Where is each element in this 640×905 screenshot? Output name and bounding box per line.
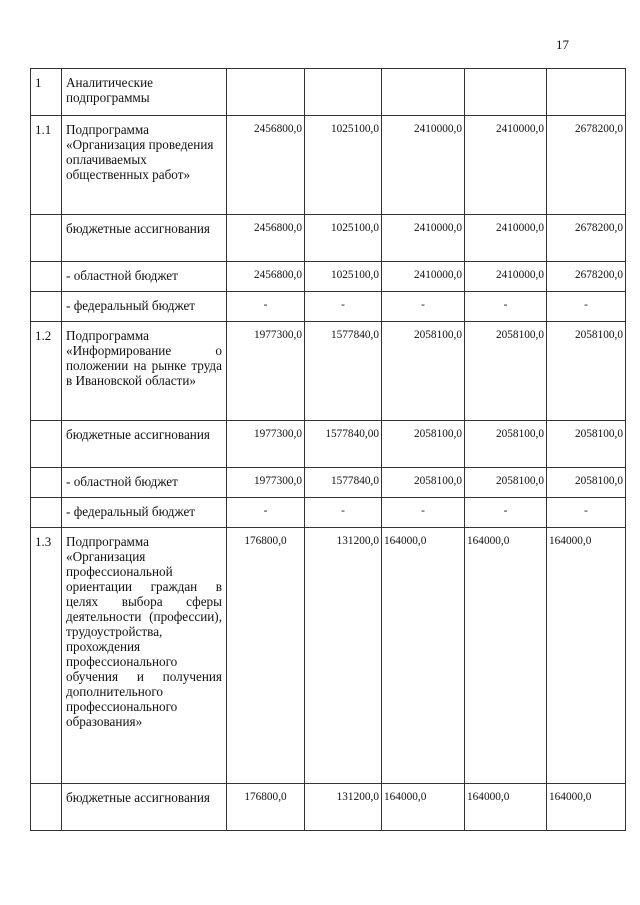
row-label: Подпрограмма «Организация проведения оплачиваемых общественных работ» (62, 116, 227, 215)
value-cell: 2058100,0 (547, 468, 626, 498)
value-cell: 2058100,0 (382, 421, 465, 468)
value-cell: 2410000,0 (382, 262, 465, 292)
value-cell: 2456800,0 (227, 262, 305, 292)
row-number (31, 215, 62, 262)
row-number (31, 262, 62, 292)
value-cell (305, 69, 382, 116)
value-cell: 131200,0 (305, 528, 382, 784)
value-cell: - (305, 498, 382, 528)
page-number: 17 (556, 37, 569, 52)
value-cell: 2058100,0 (382, 322, 465, 421)
value-cell: 2678200,0 (547, 215, 626, 262)
value-cell: 2058100,0 (547, 421, 626, 468)
value-cell: 2678200,0 (547, 116, 626, 215)
value-cell: - (547, 498, 626, 528)
value-cell: 2410000,0 (382, 116, 465, 215)
row-number (31, 421, 62, 468)
row-label: бюджетные ассигнования (62, 421, 227, 468)
value-cell: 164000,0 (465, 784, 547, 831)
row-label: - федеральный бюджет (62, 292, 227, 322)
value-cell: 164000,0 (547, 528, 626, 784)
table-row (31, 262, 626, 292)
row-number (31, 292, 62, 322)
value-cell: - (227, 292, 305, 322)
value-cell: 2410000,0 (382, 215, 465, 262)
row-label: - федеральный бюджет (62, 498, 227, 528)
value-cell: - (227, 498, 305, 528)
row-number (31, 498, 62, 528)
row-label: - областной бюджет (62, 262, 227, 292)
value-cell: - (382, 498, 465, 528)
value-cell: 2410000,0 (465, 262, 547, 292)
value-cell (227, 69, 305, 116)
row-label: - областной бюджет (62, 468, 227, 498)
value-cell: - (547, 292, 626, 322)
value-cell: 1577840,00 (305, 421, 382, 468)
value-cell: 2058100,0 (465, 468, 547, 498)
value-cell: 1977300,0 (227, 468, 305, 498)
row-label: Подпрограмма «Информирование о положении на рынке труда в Ивановской области» (62, 322, 227, 421)
row-number: 1.1 (31, 116, 62, 215)
row-number (31, 784, 62, 831)
row-label: бюджетные ассигнования (62, 784, 227, 831)
value-cell: - (305, 292, 382, 322)
value-cell: 1025100,0 (305, 262, 382, 292)
table-row (31, 421, 626, 468)
budget-table (30, 68, 626, 831)
value-cell: 164000,0 (547, 784, 626, 831)
value-cell: 2058100,0 (465, 421, 547, 468)
row-number: 1.2 (31, 322, 62, 421)
row-number: 1.3 (31, 528, 62, 784)
value-cell: 2456800,0 (227, 116, 305, 215)
value-cell: 2410000,0 (465, 116, 547, 215)
row-number: 1 (31, 69, 62, 116)
value-cell: 164000,0 (382, 784, 465, 831)
table-row (31, 498, 626, 528)
row-number (31, 468, 62, 498)
table-row (31, 528, 626, 784)
row-label: Аналитические подпрограммы (62, 69, 227, 116)
value-cell: 2058100,0 (465, 322, 547, 421)
value-cell: 1977300,0 (227, 421, 305, 468)
table-row (31, 292, 626, 322)
table-row (31, 69, 626, 116)
table-row (31, 784, 626, 831)
value-cell: 1025100,0 (305, 215, 382, 262)
value-cell: 176800,0 (227, 784, 305, 831)
value-cell: 1577840,0 (305, 322, 382, 421)
value-cell (465, 69, 547, 116)
value-cell: 1025100,0 (305, 116, 382, 215)
value-cell: 2058100,0 (382, 468, 465, 498)
table-row (31, 215, 626, 262)
value-cell: - (382, 292, 465, 322)
value-cell: 1577840,0 (305, 468, 382, 498)
value-cell: 1977300,0 (227, 322, 305, 421)
value-cell: 164000,0 (382, 528, 465, 784)
value-cell: - (465, 292, 547, 322)
value-cell: 2678200,0 (547, 262, 626, 292)
value-cell: 131200,0 (305, 784, 382, 831)
value-cell: 2456800,0 (227, 215, 305, 262)
value-cell: 176800,0 (227, 528, 305, 784)
table-row (31, 116, 626, 215)
value-cell (382, 69, 465, 116)
value-cell: 2410000,0 (465, 215, 547, 262)
value-cell (547, 69, 626, 116)
table-row (31, 322, 626, 421)
table-row (31, 468, 626, 498)
value-cell: 164000,0 (465, 528, 547, 784)
value-cell: - (465, 498, 547, 528)
row-label: бюджетные ассигнования (62, 215, 227, 262)
value-cell: 2058100,0 (547, 322, 626, 421)
row-label: Подпрограмма «Организация профессиональной ориентации граждан в целях выбора сферы деятельности (профессии), трудоустройства, прохождения профессионального обучения и получения дополнительного профессионального образования» (62, 528, 227, 784)
